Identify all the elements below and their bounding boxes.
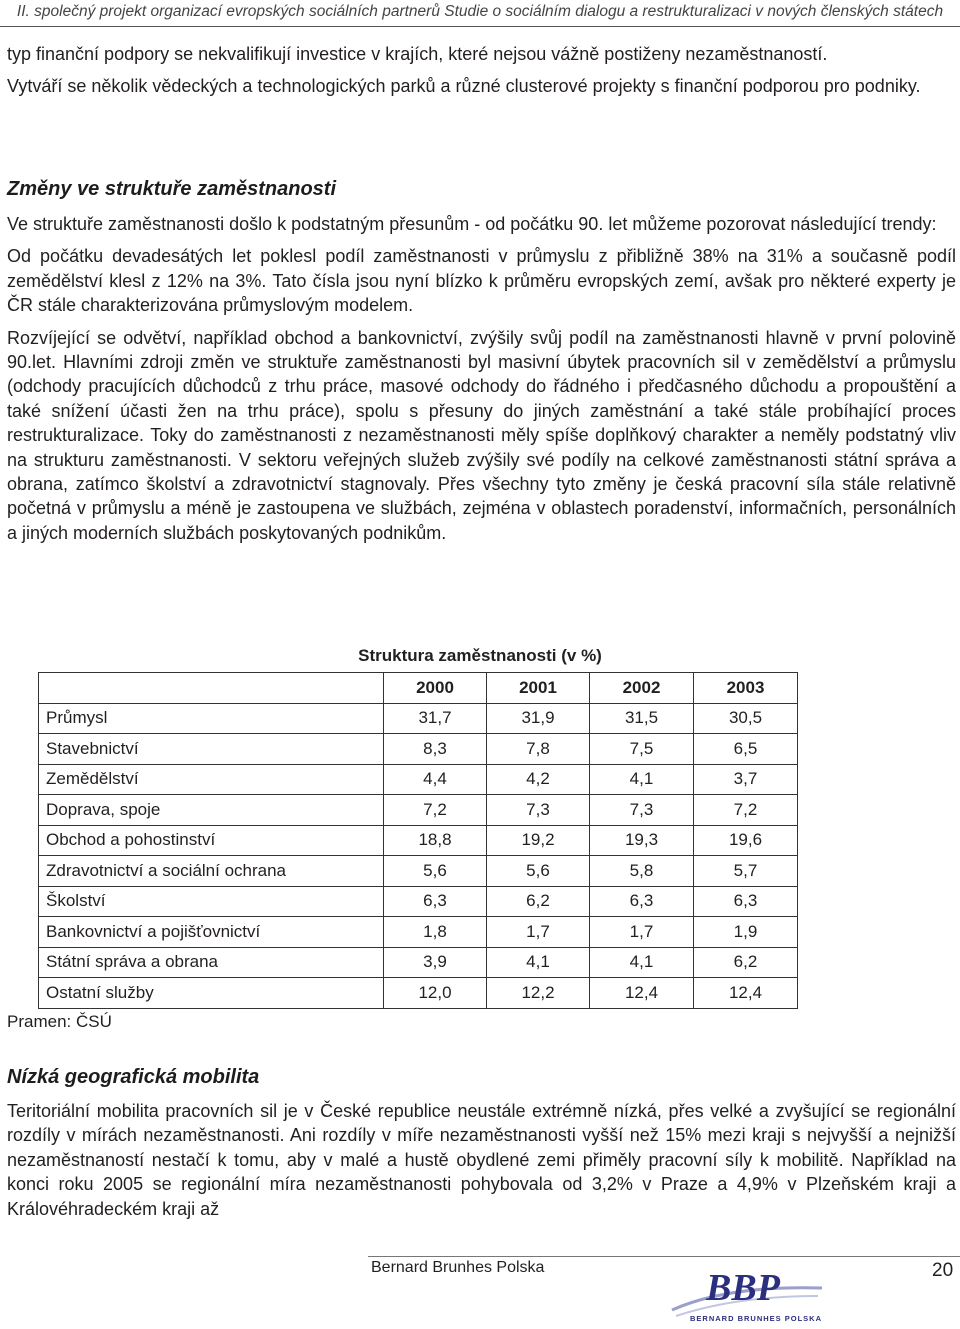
paragraph-top-1: typ finanční podpory se nekvalifikují investice v krajích, které nejsou vážně postiženy nezaměstnaností. — [7, 44, 828, 64]
table-cell-value: 7,3 — [590, 795, 694, 826]
table-cell-value: 12,2 — [487, 978, 590, 1009]
table-cell-value: 6,3 — [384, 886, 487, 917]
table-row-label: Státní správa a obrana — [39, 947, 384, 978]
table-cell-value: 12,0 — [384, 978, 487, 1009]
table-cell-value: 7,3 — [487, 795, 590, 826]
running-header: II. společný projekt organizací evropských sociálních partnerů Studie o sociálním dialogu a restrukturalizaci v nových členských státech — [16, 3, 944, 20]
bbp-logo — [668, 1266, 828, 1324]
table-header-year: 2001 — [487, 673, 590, 704]
section1-paragraph-2: Od počátku devadesátých let poklesl podíl zaměstnanosti v průmyslu z přibližně 38% na 31% a současně podíl zemědělství klesl z 12% na 3%. Tato čísla jsou nyní blízko k průměru evropských zemí, avšak pro některé experty je ČR stále charakterizována průmyslovým modelem. — [7, 246, 956, 316]
table-cell-value: 4,1 — [487, 947, 590, 978]
table-cell-value: 4,1 — [590, 764, 694, 795]
table-row — [39, 795, 798, 826]
section2-paragraph: Teritoriální mobilita pracovních sil je v České republice neustále extrémně nízká, přes velké a zvyšující se regionální rozdíly v mírách nezaměstnanosti. Ani rozdíly v míře nezaměstnanosti vyšší než 15% mezi kraji s nejvyšší a nejnižší nezaměstnaností nestačí k tomu, aby v malé a hustě obydlené zemi přiměly pracovní síly k mobilitě. Například na konci roku 2005 se regionální míra nezaměstnanosti pohybovala od 3,2% v Praze a 4,9% v Plzeňském kraji a Královéhradeckém kraji až — [7, 1101, 956, 1219]
table-row — [39, 764, 798, 795]
table-row — [39, 734, 798, 765]
table-cell-value: 6,3 — [590, 886, 694, 917]
table-cell-value: 7,5 — [590, 734, 694, 765]
table-row — [39, 886, 798, 917]
section1-text — [7, 212, 956, 545]
table-row-label: Zemědělství — [39, 764, 384, 795]
table-cell-value: 18,8 — [384, 825, 487, 856]
table-cell-value: 30,5 — [694, 703, 798, 734]
table-cell-value: 4,4 — [384, 764, 487, 795]
table-cell-value: 5,6 — [487, 856, 590, 887]
table-row-label: Obchod a pohostinství — [39, 825, 384, 856]
paragraph-top-2: Vytváří se několik vědeckých a technologických parků a různé clusterové projekty s finanční podporou pro podniky. — [7, 76, 921, 97]
table-row-label: Zdravotnictví a sociální ochrana — [39, 856, 384, 887]
table-cell-value: 1,7 — [590, 917, 694, 948]
footer-author: Bernard Brunhes Polska — [371, 1259, 545, 1276]
table-cell-value: 31,7 — [384, 703, 487, 734]
table-row — [39, 978, 798, 1009]
section-heading-employment-structure: Změny ve struktuře zaměstnanosti — [7, 178, 336, 200]
logo-subtext: BERNARD BRUNHES POLSKA — [690, 1314, 823, 1323]
table-row — [39, 917, 798, 948]
table-cell-value: 1,9 — [694, 917, 798, 948]
table-cell-value: 5,8 — [590, 856, 694, 887]
table-cell-value: 5,7 — [694, 856, 798, 887]
employment-structure-table — [38, 672, 798, 1009]
table-row-label: Doprava, spoje — [39, 795, 384, 826]
table-header-year: 2002 — [590, 673, 694, 704]
table-cell-value: 6,5 — [694, 734, 798, 765]
table-row — [39, 703, 798, 734]
table-cell-value: 19,2 — [487, 825, 590, 856]
table-cell-value: 19,6 — [694, 825, 798, 856]
table-cell-value: 31,9 — [487, 703, 590, 734]
table-cell-value: 19,3 — [590, 825, 694, 856]
table-row — [39, 947, 798, 978]
table-cell-value: 7,2 — [384, 795, 487, 826]
table-cell-value: 7,8 — [487, 734, 590, 765]
section2-text — [7, 1099, 956, 1221]
table-cell-value: 6,2 — [694, 947, 798, 978]
section1-paragraph-3: Rozvíjející se odvětví, například obchod a bankovnictví, zvýšily svůj podíl na zaměstnanosti hlavně v první polovině 90.let. Hlavními zdroji změn ve struktuře zaměstnanosti byl masivní úbytek pracovních sil v zemědělství a průmyslu (odchody pracujících důchodců z trhu práce, masové odchody do řádného i předčasného důchodu a propouštění a také snížení účasti žen na trhu práce), spolu s přesuny do jiných zaměstnání a také stále probíhající proces restrukturalizace. Toky do zaměstnanosti z nezaměstnanosti měly spíše doplňkový charakter a neměly podstatný vliv na strukturu zaměstnanosti. V sektoru veřejných služeb zvýšily své podíly na celkové zaměstnanosti státní správa a obrana, zatímco školství a zdravotnictví stagnovaly. Přes všechny tyto změny je česká pracovní síla stále relativně početná v průmyslu a méně je zastoupena ve službách, zejména v oblastech poradenství, informačních, personálních a jiných moderních službách poskytovaných podnikům. — [7, 327, 956, 543]
table-row-label: Stavebnictví — [39, 734, 384, 765]
table-row-label: Průmysl — [39, 703, 384, 734]
table-cell-value: 1,8 — [384, 917, 487, 948]
table-cell-value: 3,9 — [384, 947, 487, 978]
footer-divider — [368, 1256, 960, 1257]
table-cell-value: 6,2 — [487, 886, 590, 917]
table-source: Pramen: ČSÚ — [7, 1012, 112, 1031]
table-header-year: 2003 — [694, 673, 798, 704]
table-cell-value: 4,2 — [487, 764, 590, 795]
table-cell-value: 31,5 — [590, 703, 694, 734]
table-header-year: 2000 — [384, 673, 487, 704]
table-cell-value: 6,3 — [694, 886, 798, 917]
table-header-row — [39, 673, 798, 704]
table-body — [39, 703, 798, 1008]
table-cell-value: 5,6 — [384, 856, 487, 887]
table-cell-value: 3,7 — [694, 764, 798, 795]
section-heading-mobility: Nízká geografická mobilita — [7, 1066, 260, 1088]
table-cell-value: 7,2 — [694, 795, 798, 826]
table-row-label: Ostatní služby — [39, 978, 384, 1009]
table-caption: Struktura zaměstnanosti (v %) — [358, 646, 602, 665]
table-cell-value: 12,4 — [590, 978, 694, 1009]
table-cell-value: 8,3 — [384, 734, 487, 765]
table-row — [39, 825, 798, 856]
page-number: 20 — [932, 1260, 954, 1281]
header-divider — [0, 26, 960, 27]
table-row-label: Školství — [39, 886, 384, 917]
table-row — [39, 856, 798, 887]
table-row-label: Bankovnictví a pojišťovnictví — [39, 917, 384, 948]
table-cell-value: 1,7 — [487, 917, 590, 948]
section1-paragraph-1: Ve struktuře zaměstnanosti došlo k podstatným přesunům - od počátku 90. let můžeme pozorovat následující trendy: — [7, 214, 937, 234]
table-cell-value: 12,4 — [694, 978, 798, 1009]
table-header-blank — [39, 673, 384, 704]
table-cell-value: 4,1 — [590, 947, 694, 978]
intro-text — [7, 42, 956, 99]
logo-mark: BBP — [706, 1267, 780, 1309]
